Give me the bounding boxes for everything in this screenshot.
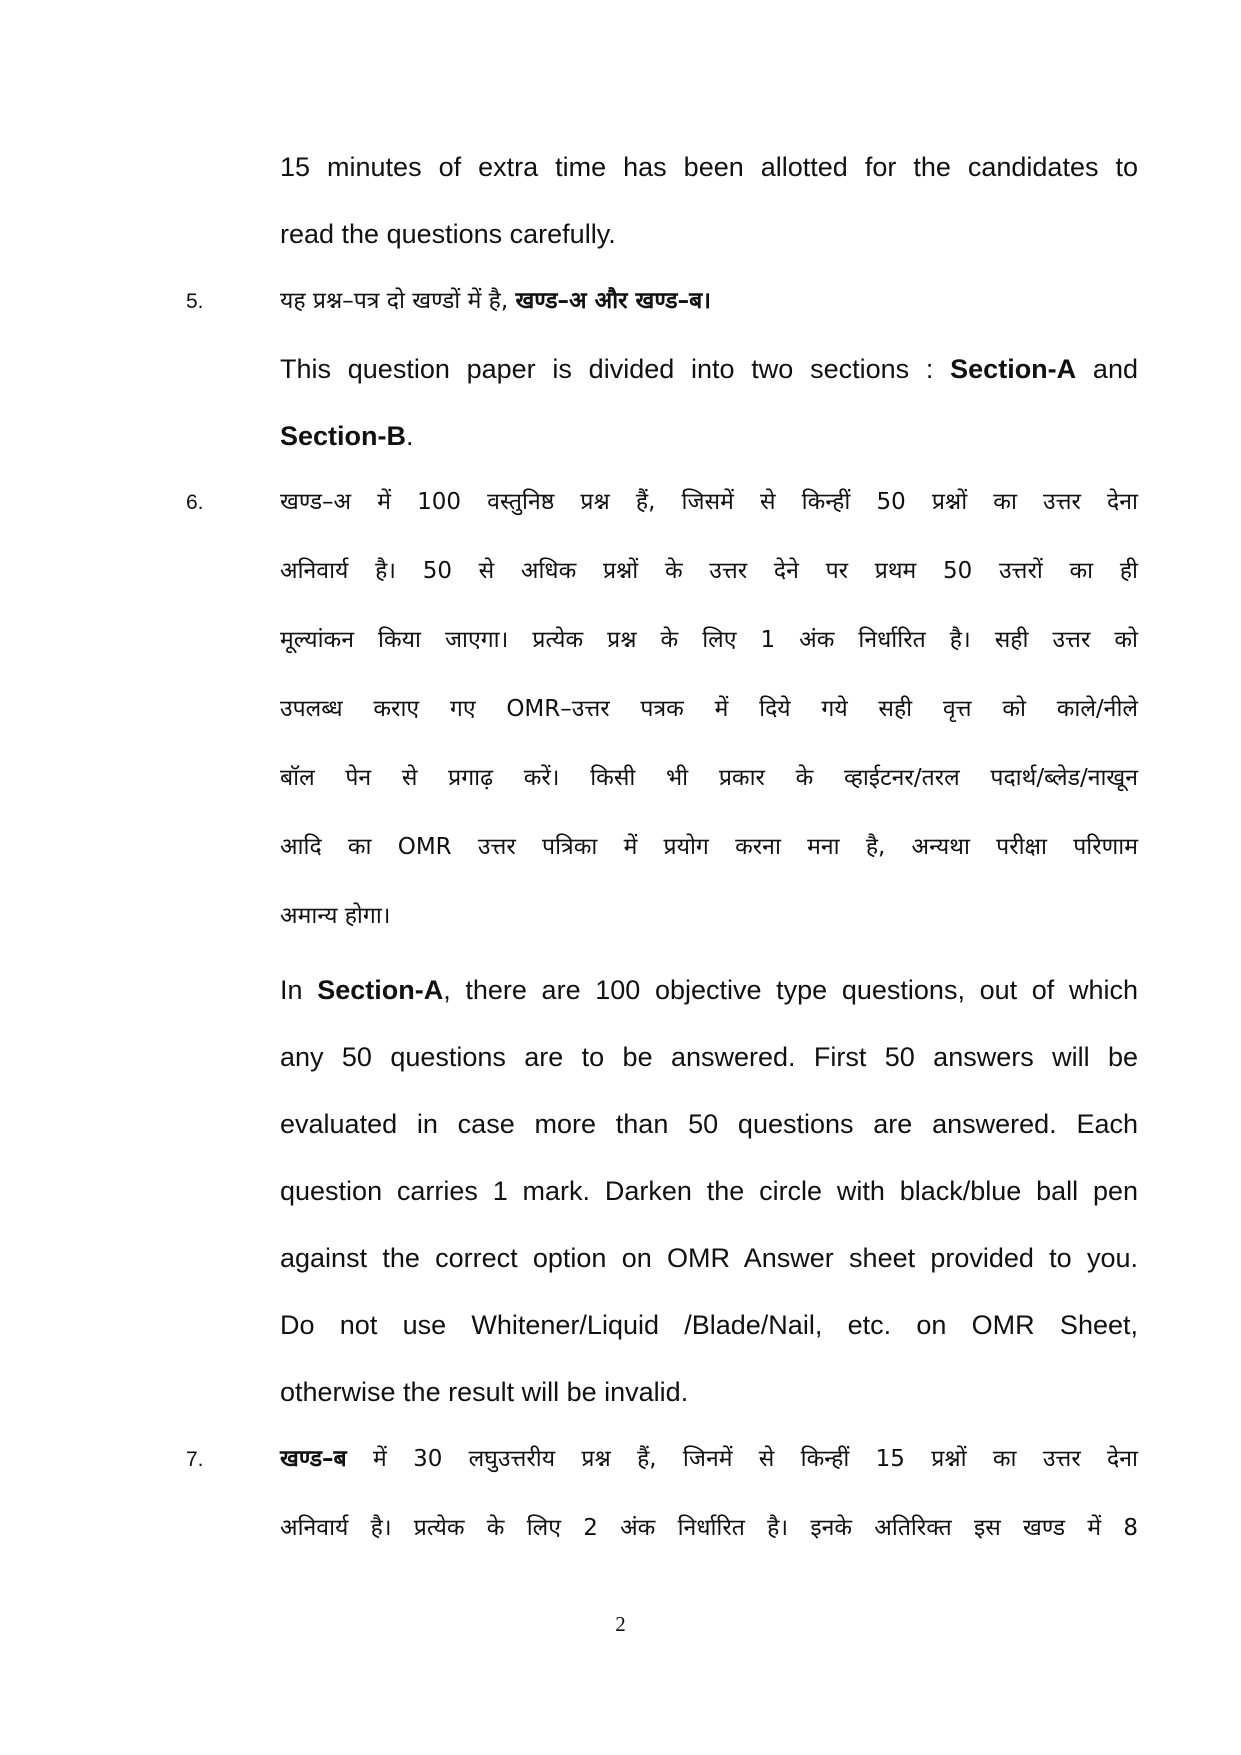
item-6-en-post: , there are 100 objective type questions, out of which	[443, 975, 1138, 1005]
item-6-hindi-line-3: मूल्यांकन किया जाएगा। प्रत्येक प्रश्न के लिए 1 अंक निर्धारित है। सही उत्तर को	[280, 627, 1138, 653]
item-5-number: 5.	[186, 290, 204, 313]
item-5-en-pre: This question paper is divided into two sections :	[280, 354, 951, 384]
item-6-hindi-line-4: उपलब्ध कराए गए OMR–उत्तर पत्रक में दिये गये सही वृत्त को काले/नीले	[280, 696, 1138, 722]
item-6-en-pre: In	[280, 975, 318, 1005]
item-6-english-line-2: any 50 questions are to be answered. First 50 answers will be	[280, 1042, 1138, 1072]
item-5-en-period: .	[406, 421, 414, 451]
item-5-hindi	[280, 281, 1138, 321]
item-5-en-post: and	[1076, 354, 1138, 384]
item-5-hindi-bold: खण्ड–अ और खण्ड–ब।	[515, 288, 711, 314]
item-6-hindi-line-6: आदि का OMR उत्तर पत्रिका में प्रयोग करना मना है, अन्यथा परीक्षा परिणाम	[280, 834, 1138, 860]
item-6-english-line-4: question carries 1 mark. Darken the circle with black/blue ball pen	[280, 1176, 1138, 1206]
item-6-english-line-6: Do not use Whitener/Liquid /Blade/Nail, etc. on OMR Sheet,	[280, 1310, 1138, 1340]
item-7-hindi-line-2: अनिवार्य है। प्रत्येक के लिए 2 अंक निर्धारित है। इनके अतिरिक्त इस खण्ड में 8	[280, 1515, 1138, 1541]
item-6-english-line-1	[280, 970, 1138, 1010]
intro-line-1: 15 minutes of extra time has been allotted for the candidates to	[280, 152, 1138, 182]
item-6-english-line-5: against the correct option on OMR Answer sheet provided to you.	[280, 1243, 1138, 1273]
item-5-en-section-a: Section-A	[950, 354, 1077, 384]
item-5-english-line-2	[280, 416, 1138, 456]
item-7-hindi-bold: खण्ड–ब	[280, 1446, 347, 1472]
item-7-hindi-text: में 30 लघुउत्तरीय प्रश्न हैं, जिनमें से किन्हीं 15 प्रश्नों का उत्तर देना	[346, 1446, 1138, 1472]
item-7-number: 7.	[186, 1448, 204, 1471]
item-5-english-line-1	[280, 349, 1138, 389]
item-6-hindi-line-5: बॉल पेन से प्रगाढ़ करें। किसी भी प्रकार के व्हाईटनर/तरल पदार्थ/ब्लेड/नाखून	[280, 765, 1138, 791]
item-6-hindi-line-1: खण्ड–अ में 100 वस्तुनिष्ठ प्रश्न हैं, जिसमें से किन्हीं 50 प्रश्नों का उत्तर देना	[280, 489, 1138, 515]
item-6-hindi-line-7: अमान्य होगा।	[280, 903, 391, 929]
intro-line-2: read the questions carefully.	[280, 219, 616, 249]
item-6-english-line-7: otherwise the result will be invalid.	[280, 1377, 689, 1407]
item-7-hindi-line-1	[280, 1439, 1138, 1479]
item-5-hindi-text: यह प्रश्न–पत्र दो खण्डों में है,	[280, 288, 516, 314]
item-6-en-section-a: Section-A	[317, 975, 444, 1005]
page-number: 2	[615, 1612, 626, 1636]
item-6-hindi-line-2: अनिवार्य है। 50 से अधिक प्रश्नों के उत्तर देने पर प्रथम 50 उत्तरों का ही	[280, 558, 1138, 584]
item-5-en-section-b: Section-B	[280, 421, 407, 451]
item-6-number: 6.	[186, 491, 204, 514]
item-6-english-line-3: evaluated in case more than 50 questions are answered. Each	[280, 1109, 1138, 1139]
